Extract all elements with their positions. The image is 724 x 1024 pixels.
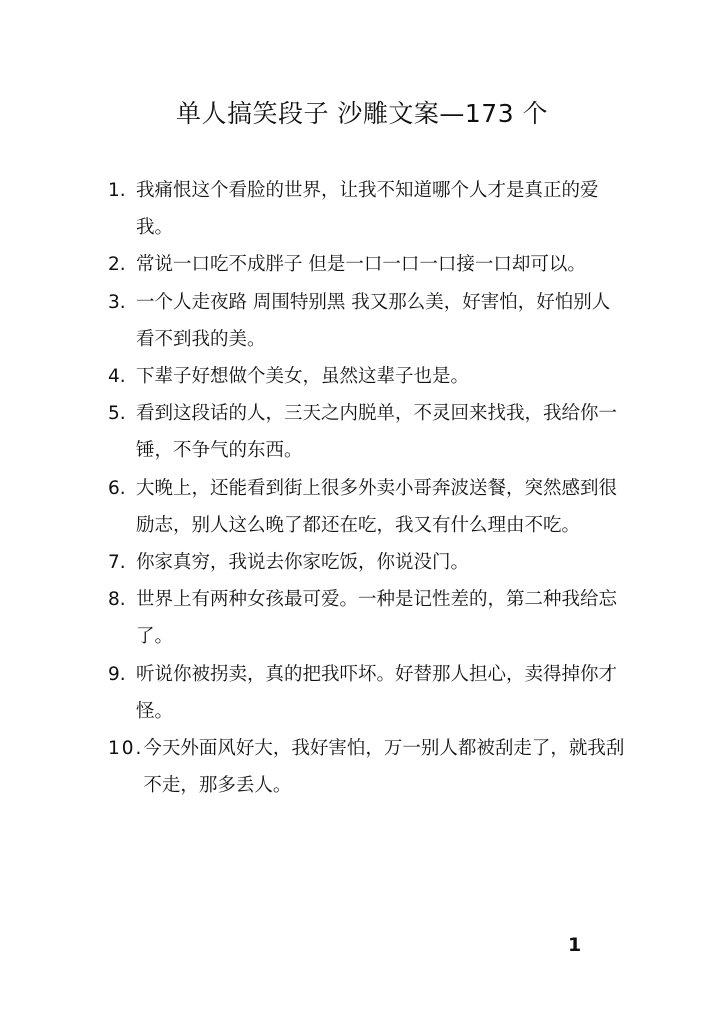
- item-text: 今天外面风好大，我好害怕，万一别人都被刮走了，就我刮不走，那多丢人。: [143, 738, 625, 797]
- item-number: 10.: [108, 738, 144, 760]
- item-text: 听说你被拐卖，真的把我吓坏。好替那人担心，卖得掉你才怪。: [136, 663, 618, 722]
- item-text: 我痛恨这个看脸的世界，让我不知道哪个人才是真正的爱我。: [136, 180, 599, 239]
- document-title: 单人搞笑段子 沙雕文案—173 个: [175, 99, 549, 128]
- joke-list: [108, 172, 628, 804]
- item-number: 6.: [108, 477, 126, 499]
- item-text: 大晚上，还能看到街上很多外卖小哥奔波送餐，突然感到很励志，别人这么晚了都还在吃，我又有什么理由不吃。: [136, 477, 618, 536]
- item-number: 8.: [108, 589, 126, 611]
- item-text: 一个人走夜路 周围特别黑 我又那么美，好害怕，好怕别人看不到我的美。: [136, 291, 611, 350]
- item-number: 5.: [108, 403, 126, 425]
- item-number: 2.: [108, 254, 126, 276]
- item-text: 你家真穷，我说去你家吃饭，你说没门。: [136, 552, 470, 574]
- list-item: [108, 395, 628, 469]
- item-number: 7.: [108, 552, 126, 574]
- list-item: [108, 656, 628, 730]
- list-item: [108, 730, 628, 804]
- item-number: 3.: [108, 291, 126, 313]
- item-text: 常说一口吃不成胖子 但是一口一口一口接一口却可以。: [136, 254, 586, 276]
- item-text: 看到这段话的人，三天之内脱单，不灵回来找我，我给你一锤，不争气的东西。: [136, 403, 618, 462]
- item-number: 9.: [108, 663, 126, 685]
- item-number: 4.: [108, 366, 126, 388]
- page-number: 1: [568, 934, 582, 956]
- item-text: 世界上有两种女孩最可爱。一种是记性差的，第二种我给忘了。: [136, 589, 618, 648]
- list-item: [108, 284, 628, 358]
- list-item: [108, 581, 628, 655]
- list-item: [108, 470, 628, 544]
- list-item: [108, 246, 628, 283]
- item-number: 1.: [108, 180, 126, 201]
- item-text: 下辈子好想做个美女，虽然这辈子也是。: [136, 366, 470, 388]
- list-item: [108, 544, 628, 581]
- list-item: [108, 358, 628, 395]
- list-item: [108, 172, 628, 246]
